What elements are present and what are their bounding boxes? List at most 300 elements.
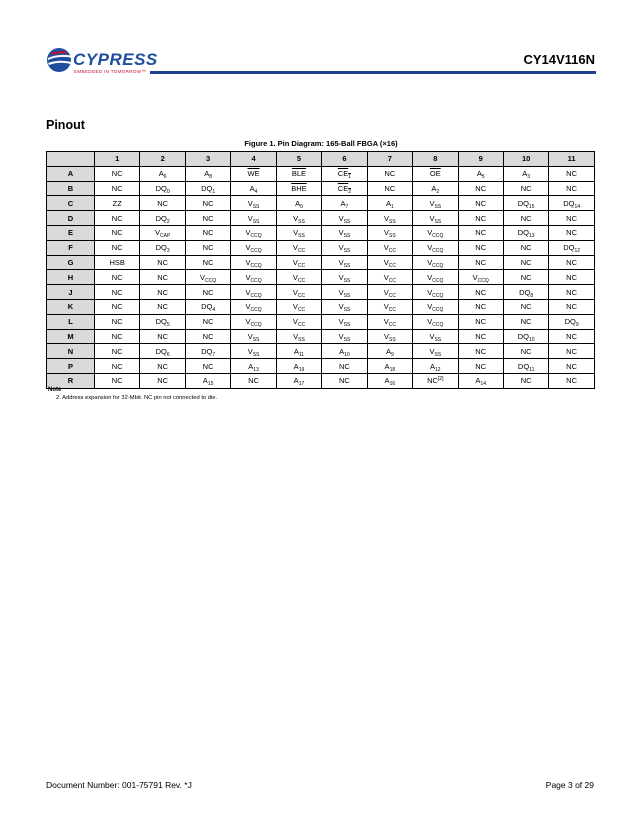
- row-header: F: [47, 240, 95, 255]
- pin-cell: [549, 166, 594, 181]
- pin-cell: [503, 166, 548, 181]
- pin-name: NC: [111, 361, 123, 371]
- pin-name: V: [338, 287, 344, 297]
- pin-name: NC: [475, 361, 487, 371]
- pin-cell: [367, 255, 412, 270]
- pin-name: A: [385, 346, 391, 356]
- pin-name: V: [247, 331, 253, 341]
- logo-tagline: EMBEDDED IN TOMORROW™: [74, 69, 147, 74]
- pin-subscript: 0: [166, 188, 170, 195]
- pin-name: NC: [111, 376, 123, 386]
- header-rule: [150, 71, 596, 74]
- pin-name: $\overline{CE}$: [337, 169, 349, 179]
- pin-name: V: [383, 317, 389, 327]
- table-row: [47, 373, 595, 388]
- pin-cell: [413, 299, 458, 314]
- pin-cell: [367, 211, 412, 226]
- pin-name: V: [338, 213, 344, 223]
- pin-cell: [140, 240, 185, 255]
- pin-subscript: 15: [207, 381, 214, 388]
- pin-name: NC: [338, 376, 350, 386]
- pin-name: V: [429, 331, 435, 341]
- pin-subscript: SS: [343, 277, 351, 284]
- pin-name: V: [292, 243, 298, 253]
- pin-name: A: [295, 198, 301, 208]
- pin-cell: [276, 344, 321, 359]
- pin-cell: [367, 329, 412, 344]
- pin-subscript: CAP: [160, 233, 171, 240]
- pin-name: V: [429, 198, 435, 208]
- pin-name: NC: [157, 198, 169, 208]
- pin-subscript: 3: [166, 248, 170, 255]
- pin-name: V: [338, 257, 344, 267]
- pin-cell: [367, 285, 412, 300]
- table-body: [47, 166, 595, 388]
- pin-cell: [322, 181, 367, 196]
- pin-name: NC: [384, 183, 396, 193]
- pin-cell: [231, 181, 276, 196]
- pin-cell: [322, 285, 367, 300]
- pin-name: NC: [566, 169, 578, 179]
- page-number: Page 3 of 29: [545, 780, 594, 790]
- pin-cell: [95, 166, 140, 181]
- column-header: 5: [276, 152, 321, 167]
- section-title: Pinout: [46, 118, 85, 132]
- pin-cell: [276, 240, 321, 255]
- pin-cell: [549, 255, 594, 270]
- pin-cell: [140, 181, 185, 196]
- pin-name: $\overline{CE}$: [337, 183, 349, 193]
- pin-cell: [549, 329, 594, 344]
- pin-cell: [413, 196, 458, 211]
- pin-name: $\overline{WE}$: [247, 169, 260, 179]
- pin-cell: [276, 255, 321, 270]
- pin-cell: [322, 225, 367, 240]
- pin-name: NC: [520, 243, 532, 253]
- pin-name: HSB: [109, 257, 125, 267]
- pin-cell: [458, 240, 503, 255]
- pin-name: A: [384, 376, 390, 386]
- pin-cell: [458, 211, 503, 226]
- pin-subscript: CCQ: [250, 307, 262, 314]
- pin-subscript: 1: [390, 203, 394, 210]
- pin-name: NC: [475, 243, 487, 253]
- pin-subscript: CCQ: [477, 277, 489, 284]
- pin-subscript: SS: [298, 336, 305, 343]
- pin-subscript: 7: [345, 203, 349, 210]
- table-row: [47, 211, 595, 226]
- pin-cell: [367, 240, 412, 255]
- pin-name: A: [522, 169, 528, 179]
- part-number: CY14V116N: [523, 52, 595, 67]
- pin-name: NC: [202, 287, 214, 297]
- pin-name: NC: [248, 376, 259, 386]
- pin-cell: [231, 270, 276, 285]
- pin-cell: [458, 225, 503, 240]
- column-header: 6: [322, 152, 367, 167]
- pin-name: NC: [520, 213, 532, 223]
- pin-subscript: CCQ: [250, 233, 262, 240]
- pin-cell: [367, 181, 412, 196]
- pin-subscript: 7: [212, 351, 216, 358]
- pin-cell: [185, 225, 230, 240]
- pin-cell: [322, 329, 367, 344]
- pin-cell: [322, 240, 367, 255]
- footnote-reference[interactable]: [2]: [437, 376, 444, 383]
- pin-subscript: CC: [297, 307, 306, 314]
- pin-cell: [503, 181, 548, 196]
- pin-name: V: [427, 317, 433, 327]
- pin-subscript: 18: [389, 366, 396, 373]
- pin-cell: [367, 196, 412, 211]
- pin-name: A: [475, 376, 481, 386]
- pin-name: V: [292, 317, 298, 327]
- pin-subscript: CC: [388, 307, 396, 314]
- pin-subscript: SS: [343, 262, 351, 269]
- pin-cell: [503, 299, 548, 314]
- pin-cell: [140, 344, 185, 359]
- pin-subscript: 8: [530, 292, 534, 299]
- pin-subscript: CCQ: [432, 277, 444, 284]
- pin-name: A: [339, 346, 345, 356]
- pin-cell: [458, 270, 503, 285]
- pin-cell: [503, 240, 548, 255]
- pin-subscript: 19: [298, 366, 305, 373]
- row-header: A: [47, 166, 95, 181]
- pin-cell: [231, 285, 276, 300]
- pin-name: NC: [475, 183, 487, 193]
- pin-subscript: 9: [575, 322, 579, 329]
- note-text: 2. Address expansion for 32-Mbit. NC pin not connected to die.: [56, 395, 218, 401]
- pin-cell: [140, 196, 185, 211]
- figure-caption: Figure 1. Pin Diagram: 165-Ball FBGA (×16): [244, 139, 398, 148]
- pin-subscript: CC: [297, 292, 306, 299]
- table-row: [47, 344, 595, 359]
- pin-name: NC: [202, 317, 214, 327]
- pin-cell: [413, 181, 458, 196]
- pin-cell: [503, 255, 548, 270]
- pin-name: NC: [202, 198, 214, 208]
- pin-name: DQ: [155, 346, 167, 356]
- pin-cell: [185, 285, 230, 300]
- pin-cell: [276, 270, 321, 285]
- pin-cell: [549, 285, 594, 300]
- pin-cell: [503, 329, 548, 344]
- pin-cell: [458, 196, 503, 211]
- pin-cell: [140, 359, 185, 374]
- pin-name: NC: [566, 287, 578, 297]
- pin-cell: [185, 166, 230, 181]
- pin-cell: [458, 373, 503, 388]
- column-header: 1: [95, 152, 140, 167]
- pin-subscript: CCQ: [205, 277, 217, 284]
- pin-cell: [549, 240, 594, 255]
- pin-name: DQ: [155, 317, 167, 327]
- pin-subscript: 14: [574, 203, 580, 210]
- pin-subscript: CC: [297, 248, 306, 255]
- pin-name: V: [383, 257, 389, 267]
- row-header: C: [47, 196, 95, 211]
- pin-subscript: 10: [344, 351, 350, 358]
- pin-cell: [231, 329, 276, 344]
- pin-name: DQ: [155, 183, 167, 193]
- pin-name: A: [293, 346, 299, 356]
- pin-cell: [413, 359, 458, 374]
- pin-subscript: 5: [481, 174, 485, 181]
- pin-name: NC: [427, 376, 438, 386]
- pin-cell: [549, 344, 594, 359]
- pin-name: NC: [111, 346, 123, 356]
- pin-cell: [549, 373, 594, 388]
- pin-cell: [276, 181, 321, 196]
- pin-subscript: 1: [212, 188, 216, 195]
- row-header: K: [47, 299, 95, 314]
- pin-cell: [322, 255, 367, 270]
- table-row: [47, 166, 595, 181]
- pin-cell: [95, 255, 140, 270]
- pin-cell: [367, 166, 412, 181]
- pin-cell: [185, 373, 230, 388]
- pin-subscript: SS: [252, 336, 260, 343]
- pin-cell: [322, 344, 367, 359]
- pin-name: NC: [157, 361, 169, 371]
- pin-cell: [458, 299, 503, 314]
- pin-cell: [95, 181, 140, 196]
- pin-subscript: 13: [529, 233, 535, 240]
- pin-cell: [413, 329, 458, 344]
- pin-subscript: SS: [298, 233, 305, 240]
- column-header: 10: [503, 152, 548, 167]
- pin-subscript: SS: [343, 336, 351, 343]
- pin-name: NC: [111, 331, 123, 341]
- pin-cell: [458, 255, 503, 270]
- pin-name: V: [245, 228, 251, 238]
- pin-cell: [413, 270, 458, 285]
- pin-subscript: 12: [435, 366, 441, 373]
- pin-cell: [322, 211, 367, 226]
- pin-subscript: 17: [298, 381, 305, 388]
- pin-cell: [549, 359, 594, 374]
- pin-name: NC: [475, 331, 487, 341]
- pin-cell: [231, 166, 276, 181]
- pin-name: V: [384, 213, 390, 223]
- pin-name: NC: [111, 183, 123, 193]
- pin-name: A: [384, 361, 390, 371]
- pin-name: NC: [157, 331, 169, 341]
- pin-subscript: CCQ: [432, 322, 444, 329]
- pin-cell: [503, 359, 548, 374]
- pin-cell: [185, 344, 230, 359]
- pin-name: NC: [475, 287, 487, 297]
- pin-cell: [276, 359, 321, 374]
- pin-cell: [413, 255, 458, 270]
- pin-subscript: 10: [529, 336, 535, 343]
- pin-subscript: CCQ: [432, 248, 444, 255]
- pin-cell: [185, 211, 230, 226]
- pin-subscript: SS: [252, 218, 260, 225]
- pin-name: $\overline{BLE}$: [291, 169, 307, 179]
- pin-name: NC: [520, 257, 532, 267]
- pin-cell: [458, 285, 503, 300]
- pin-name: V: [429, 213, 435, 223]
- pin-cell: [276, 196, 321, 211]
- pin-cell: [95, 225, 140, 240]
- row-header: J: [47, 285, 95, 300]
- pin-subscript: 4: [254, 188, 258, 195]
- pin-name: V: [338, 331, 344, 341]
- pin-name: $\overline{BHE}$: [291, 183, 307, 193]
- pin-subscript: 13: [253, 366, 259, 373]
- pin-subscript: CCQ: [250, 292, 262, 299]
- pin-subscript: CC: [388, 262, 396, 269]
- pin-cell: [503, 285, 548, 300]
- pin-cell: [185, 314, 230, 329]
- pin-cell: [549, 196, 594, 211]
- pin-name: DQ: [517, 331, 529, 341]
- pin-cell: [276, 166, 321, 181]
- pin-name: A: [249, 183, 255, 193]
- pin-subscript: 2: [436, 188, 440, 195]
- pin-cell: [231, 240, 276, 255]
- pin-cell: [140, 314, 185, 329]
- column-header: 2: [140, 152, 185, 167]
- pin-cell: [185, 299, 230, 314]
- row-header: N: [47, 344, 95, 359]
- pin-name: NC: [384, 169, 396, 179]
- pin-name: NC: [566, 213, 578, 223]
- pin-cell: [367, 314, 412, 329]
- pin-subscript: 1: [348, 174, 351, 181]
- pin-name: DQ: [201, 183, 213, 193]
- pin-cell: [185, 240, 230, 255]
- pin-name: NC: [111, 243, 123, 253]
- pin-name: V: [293, 213, 299, 223]
- pin-name: V: [384, 331, 390, 341]
- pin-name: A: [476, 169, 482, 179]
- pin-subscript: SS: [343, 307, 351, 314]
- corner-cell: [47, 152, 95, 167]
- pin-cell: [458, 344, 503, 359]
- pin-name: DQ: [564, 317, 576, 327]
- table-row: [47, 270, 595, 285]
- row-header: B: [47, 181, 95, 196]
- table-row: [47, 285, 595, 300]
- pin-name: V: [293, 331, 299, 341]
- pin-subscript: SS: [298, 218, 305, 225]
- pin-name: V: [338, 272, 344, 282]
- pin-cell: [276, 211, 321, 226]
- pin-name: A: [431, 183, 437, 193]
- pin-cell: [549, 211, 594, 226]
- pin-cell: [185, 255, 230, 270]
- pin-cell: [185, 359, 230, 374]
- pin-cell: [140, 225, 185, 240]
- pin-cell: [95, 314, 140, 329]
- pin-name: DQ: [563, 198, 575, 208]
- pin-subscript: SS: [434, 218, 442, 225]
- column-header: 9: [458, 152, 503, 167]
- pin-name: NC: [202, 228, 214, 238]
- pin-cell: [95, 373, 140, 388]
- pin-name: NC: [475, 257, 487, 267]
- pin-cell: [185, 270, 230, 285]
- pin-cell: [367, 299, 412, 314]
- pin-name: NC: [475, 317, 487, 327]
- column-header: 8: [413, 152, 458, 167]
- pin-name: V: [292, 302, 298, 312]
- pin-cell: [413, 240, 458, 255]
- pin-name: V: [293, 228, 299, 238]
- pin-name: NC: [111, 213, 123, 223]
- row-header: P: [47, 359, 95, 374]
- pin-name: NC: [566, 257, 578, 267]
- table-row: [47, 181, 595, 196]
- pin-subscript: CCQ: [250, 248, 262, 255]
- pin-cell: [322, 359, 367, 374]
- pin-name: V: [245, 243, 251, 253]
- pin-cell: [503, 270, 548, 285]
- pin-name: V: [245, 287, 251, 297]
- pin-name: $\overline{OE}$: [429, 169, 441, 179]
- pin-subscript: CCQ: [250, 277, 262, 284]
- pin-cell: [413, 211, 458, 226]
- pin-cell: [322, 299, 367, 314]
- table-row: [47, 359, 595, 374]
- pin-cell: [231, 196, 276, 211]
- pin-cell: [503, 344, 548, 359]
- pin-cell: [95, 211, 140, 226]
- pin-name: A: [158, 169, 164, 179]
- table-row: [47, 314, 595, 329]
- pin-name: V: [338, 317, 344, 327]
- row-header: E: [47, 225, 95, 240]
- table-row: [47, 255, 595, 270]
- pin-name: A: [385, 198, 391, 208]
- logo-wordmark: CYPRESS: [73, 50, 158, 69]
- pin-name: V: [155, 228, 161, 238]
- pin-name: NC: [566, 183, 578, 193]
- pin-cell: [413, 166, 458, 181]
- pin-name: NC: [520, 376, 532, 386]
- pin-cell: [549, 225, 594, 240]
- pin-name: V: [292, 287, 298, 297]
- pin-subscript: CCQ: [432, 233, 444, 240]
- pin-name: NC: [157, 272, 169, 282]
- pin-name: A: [248, 361, 254, 371]
- pin-name: NC: [566, 228, 578, 238]
- pin-cell: [503, 196, 548, 211]
- pin-name: V: [247, 213, 253, 223]
- pin-cell: [140, 255, 185, 270]
- pin-name: NC: [520, 346, 532, 356]
- pin-cell: [95, 196, 140, 211]
- pin-cell: [185, 181, 230, 196]
- pin-cell: [367, 270, 412, 285]
- pin-name: NC: [202, 213, 214, 223]
- pin-name: V: [247, 198, 253, 208]
- pin-subscript: 0: [300, 203, 303, 210]
- table-row: [47, 299, 595, 314]
- pin-name: NC: [157, 287, 169, 297]
- pin-name: NC: [111, 302, 123, 312]
- pin-cell: [140, 285, 185, 300]
- pin-cell: [322, 166, 367, 181]
- column-header: 4: [231, 152, 276, 167]
- pin-name: NC: [111, 317, 123, 327]
- pin-subscript: 14: [480, 381, 486, 388]
- pin-name: V: [472, 272, 478, 282]
- pin-cell: [231, 211, 276, 226]
